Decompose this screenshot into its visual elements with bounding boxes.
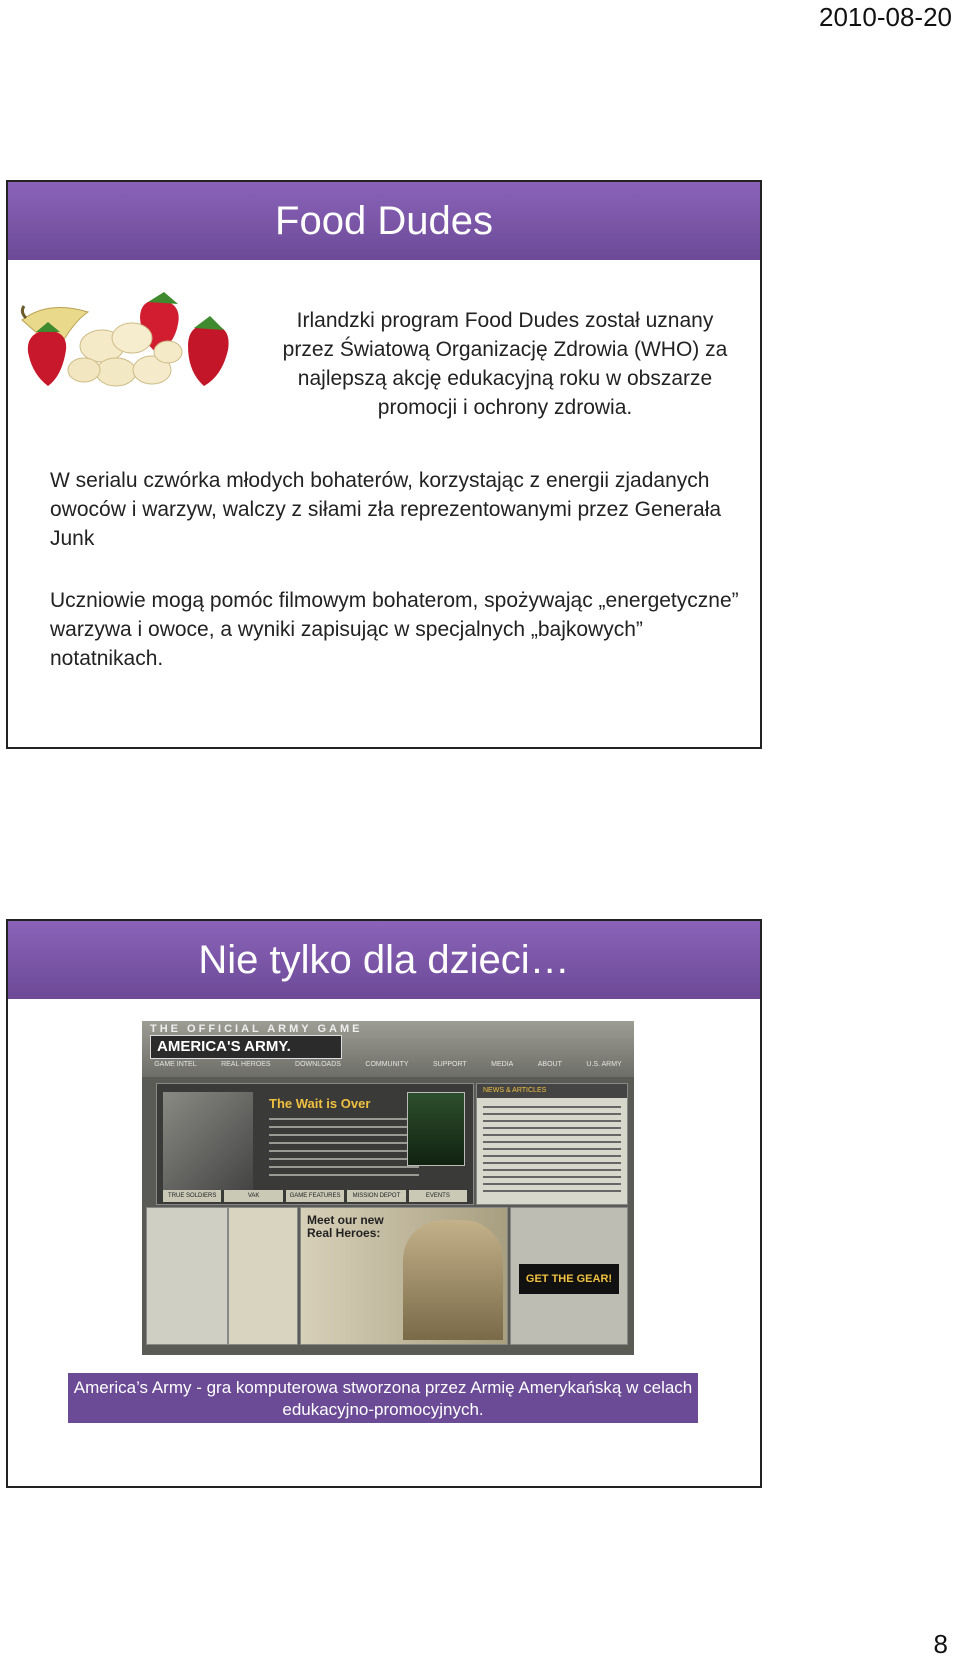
screenshot-nav-item: SUPPORT: [433, 1061, 467, 1068]
slide-title: Food Dudes: [8, 182, 760, 260]
game-box-image: [407, 1092, 465, 1166]
feature-text-lines: [269, 1118, 419, 1178]
slide-not-only-for-kids: [6, 919, 762, 1488]
screenshot-caption: America’s Army - gra komputerowa stworzona przez Armię Amerykańską w celach edukacyjno-promocyjnych.: [68, 1373, 698, 1423]
screenshot-tagline: THE OFFICIAL ARMY GAME: [150, 1023, 363, 1035]
heroes-heading: Meet our new Real Heroes:: [307, 1213, 384, 1240]
news-text-lines: [483, 1106, 621, 1192]
screenshot-nav-item: MEDIA: [491, 1061, 514, 1068]
screenshot-header: [142, 1021, 634, 1077]
soldiers-image: [403, 1220, 503, 1340]
get-the-gear-button: GET THE GEAR!: [519, 1264, 619, 1294]
intro-text: Irlandzki program Food Dudes został uznany przez Światową Organizację Zdrowia (WHO) za najlepszą akcję edukacyjną roku w obszarze promocji i ochrony zdrowia.: [282, 309, 728, 419]
slide-title: Nie tylko dla dzieci…: [8, 921, 760, 999]
screenshot-nav-item: COMMUNITY: [365, 1061, 409, 1068]
screenshot-nav-item: ABOUT: [537, 1061, 562, 1068]
americas-army-screenshot: [142, 1021, 634, 1355]
screenshot-nav-item: GAME INTEL: [154, 1061, 197, 1068]
header-date: 2010-08-20: [819, 2, 952, 32]
slide-food-dudes: [6, 180, 762, 749]
page-number: 8: [933, 1629, 948, 1659]
screenshot-tab: EVENTS: [409, 1190, 467, 1202]
screenshot-tab: TRUE SOLDIERS: [163, 1190, 221, 1202]
screenshot-tab: VAK: [224, 1190, 282, 1202]
screenshot-heroes-panel: [300, 1207, 508, 1345]
paragraph-students: Uczniowie mogą pomóc filmowym bohaterom, spożywając „energetyczne” warzywa i owoce, a wyniki zapisując w specjalnych „bajkowych” notatnikach.: [50, 589, 739, 670]
screenshot-nav-item: REAL HEROES: [221, 1061, 271, 1068]
screenshot-tab: MISSION DEPOT: [347, 1190, 405, 1202]
paragraph-series: W serialu czwórka młodych bohaterów, korzystając z energii zjadanych owoców i warzyw, walczy z siłami zła reprezentowanymi przez Generała Junk: [50, 469, 722, 550]
screenshot-feature-panel: [156, 1083, 474, 1205]
soldier-image: [163, 1092, 253, 1190]
screenshot-nav-item: DOWNLOADS: [295, 1061, 341, 1068]
screenshot-nav: [142, 1061, 634, 1075]
fruit-image: [18, 290, 248, 398]
screenshot-version-panel: [510, 1207, 628, 1345]
screenshot-tabs: [163, 1190, 467, 1202]
americas-army-logo: AMERICA'S ARMY.: [150, 1035, 342, 1059]
screenshot-news-panel: [476, 1083, 628, 1205]
news-heading: NEWS & ARTICLES: [477, 1084, 627, 1098]
screenshot-nav-item: U.S. ARMY: [586, 1061, 622, 1068]
screenshot-intelligence-panel: [228, 1207, 298, 1345]
feature-heading: The Wait is Over: [269, 1096, 371, 1111]
screenshot-tab: GAME FEATURES: [286, 1190, 344, 1202]
screenshot-sidebar-panel: [146, 1207, 228, 1345]
